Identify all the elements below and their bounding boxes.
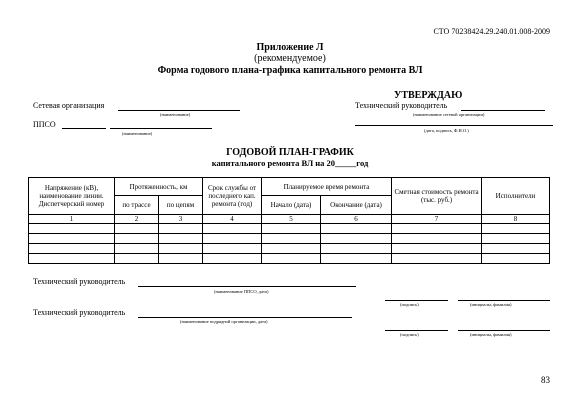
table-row [29,234,550,244]
sign-initials-caption-1: (инициалы, фамилия) [470,302,512,307]
sign-signature-line-2 [385,330,448,331]
sign-initials-line-2 [458,330,550,331]
col-service-header: Срок службы от последнего кап. ремонта (год) [203,178,262,215]
network-org-label: Сетевая организация [33,101,105,110]
col-number: 6 [321,215,392,224]
col-executors-header: Исполнители [482,178,550,215]
sign-signature-caption-2: (подпись) [400,332,419,337]
col-start-header: Начало (дата) [262,196,321,215]
col-cost-header: Сметная стоимость ремонта (тыс. руб.) [392,178,482,215]
sign-caption-2: (наименование подрядной организации, дата) [180,319,268,324]
col-number: 5 [262,215,321,224]
sign-tech-head-label-2: Технический руководитель [33,308,126,317]
col-number: 1 [29,215,115,224]
appendix-title: Приложение Л [256,42,324,53]
network-org-line [118,110,240,111]
sign-caption-1: (наименование ППСО, дата) [214,289,269,294]
table-row [29,244,550,254]
col-route-header: по трассе [115,196,159,215]
page-number: 83 [541,375,550,385]
form-title: Форма годового плана-графика капитального ремонта ВЛ [157,65,423,76]
sign-tech-head-label-1: Технический руководитель [33,277,126,286]
approval-tech-head-line [461,110,545,111]
sign-initials-caption-2: (инициалы, фамилия) [470,332,512,337]
col-number: 4 [203,215,262,224]
col-circuits-header: по цепям [159,196,203,215]
approval-sign-line [355,125,553,126]
ppso-label: ППСО [33,120,56,129]
col-planned-header: Планируемое время ремонта [262,178,392,196]
approved-label: УТВЕРЖДАЮ [394,90,463,101]
sign-line-2 [138,317,352,318]
sign-signature-caption-1: (подпись) [400,302,419,307]
approval-tech-head-label: Технический руководитель [355,101,448,110]
appendix-recommended: (рекомендуемое) [254,53,326,64]
sign-initials-line-1 [458,300,550,301]
ppso-caption: (наименование) [122,131,153,136]
plan-subtitle: капитального ремонта ВЛ на 20_____год [211,158,369,168]
approval-sign-caption: (дата, подпись, Ф.И.О.) [424,128,469,133]
plan-title: ГОДОВОЙ ПЛАН-ГРАФИК [226,147,354,158]
col-number: 3 [159,215,203,224]
col-voltage-header: Напряжение (кВ), наименование линии. Диспетчерский номер [29,178,115,215]
plan-table [28,177,550,264]
col-end-header: Окончание (дата) [321,196,392,215]
sign-signature-line-1 [385,300,448,301]
col-number: 2 [115,215,159,224]
approval-tech-head-caption: (наименование сетевой организации) [413,112,485,117]
col-length-header: Протяженность, км [115,178,203,196]
col-number: 7 [392,215,482,224]
network-org-caption: (наименование) [160,112,191,117]
ppso-line [110,128,212,129]
table-row [29,224,550,234]
col-number: 8 [482,215,550,224]
ppso-line-short [62,128,106,129]
standard-code: СТО 70238424.29.240.01.008-2009 [433,27,550,36]
table-row [29,254,550,264]
sign-line-1 [138,286,356,287]
